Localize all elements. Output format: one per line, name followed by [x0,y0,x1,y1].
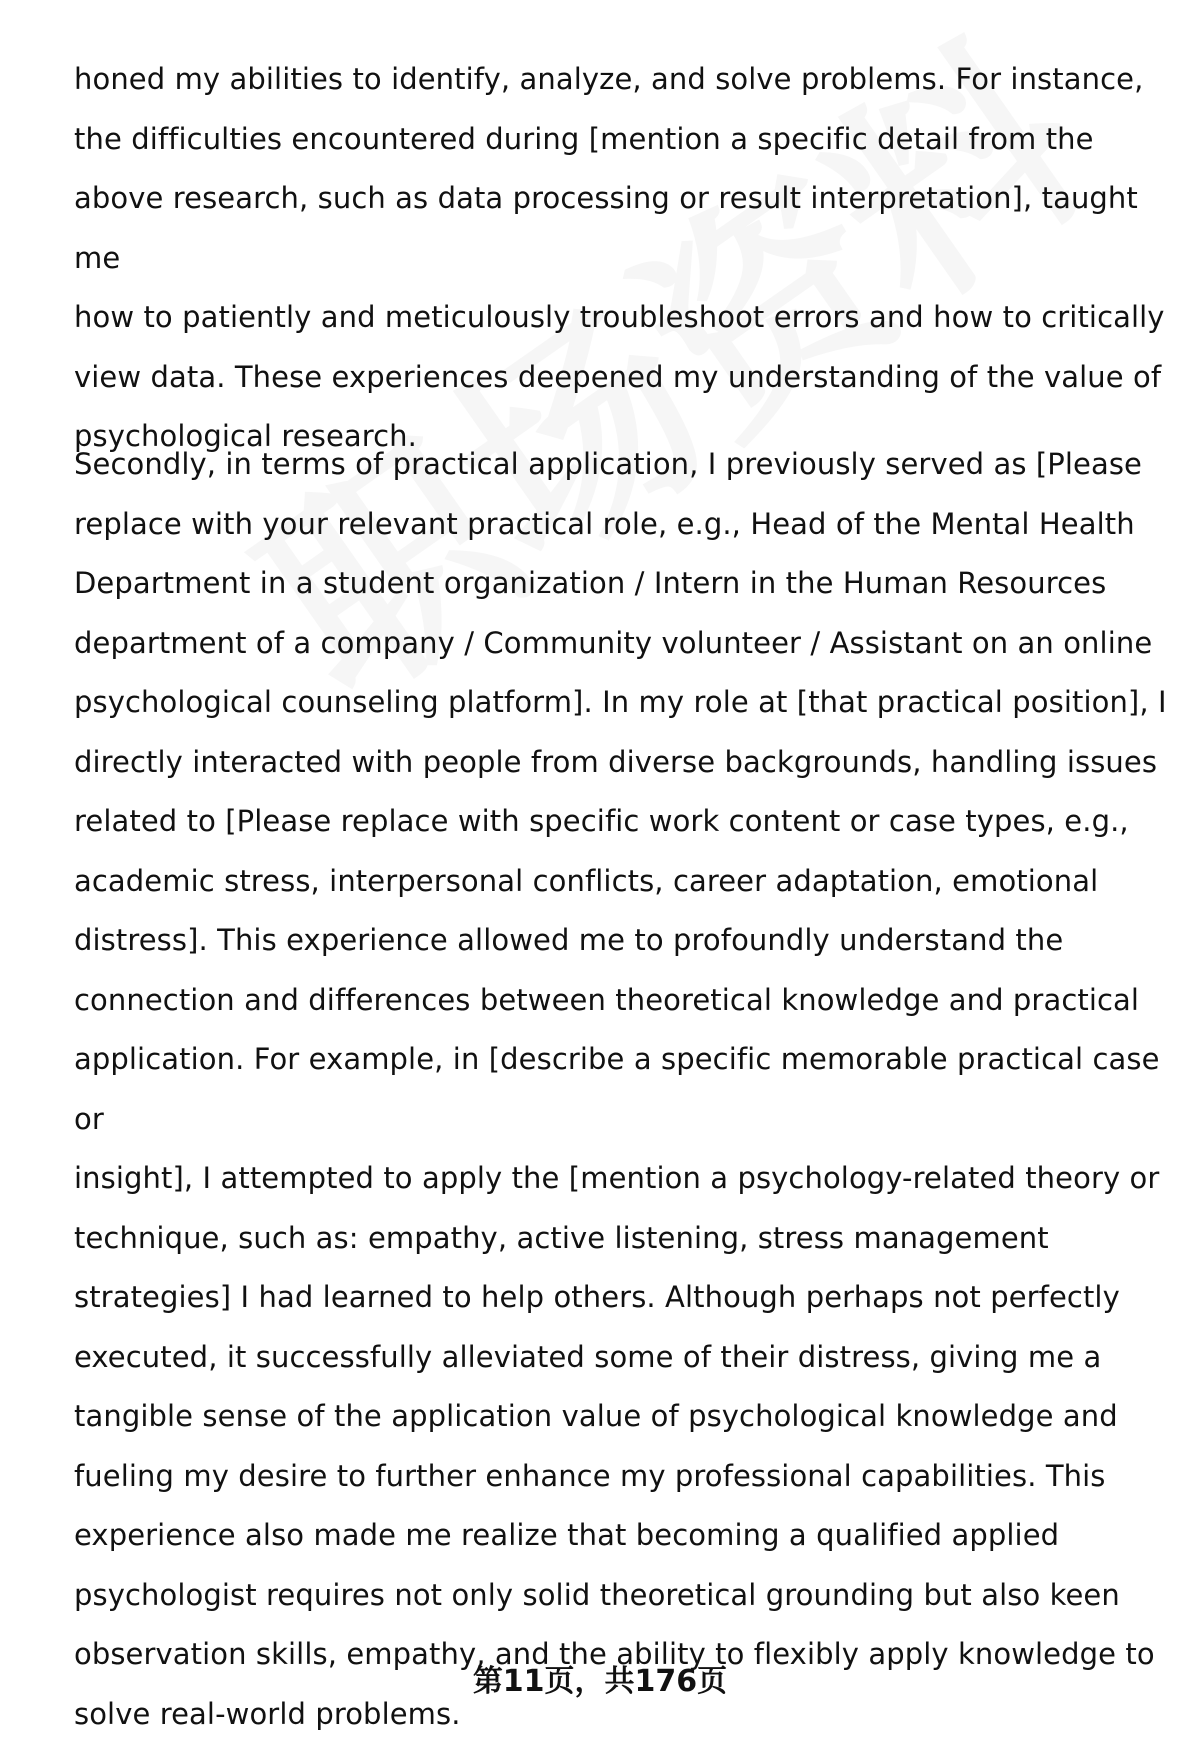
paragraph-research-skills: honed my abilities to identify, analyze, and solve problems. For instance, the difficulties encountered during [mention a specific detail from the above research, such as data processing or result interpretation], taught me how to patiently and meticulously troubleshoot errors and how to critically view data. These experiences deepened my understanding of the value of psychological research. [74,62,1165,453]
page-number-footer: 第11页，共176页 [472,1664,728,1699]
paragraph-practical-application: Secondly, in terms of practical application, I previously served as [Please replace with your relevant practical role, e.g., Head of the Mental Health Department in a student organization / Intern in the Human Resources department of a company / Community volunteer / Assistant on an online psychological counseling platform]. In my role at [that practical position], I directly interacted with people from diverse backgrounds, handling issues related to [Please replace with specific work content or case types, e.g., academic stress, interpersonal conflicts, career adaptation, emotional distress]. This experience allowed me to profoundly understand the connection and differences between theoretical knowledge and practical application. For example, in [describe a specific memorable practical case or insight], I attempted to apply the [mention a psychology-related theory or technique, such as: empathy, active listening, stress management strategies] I had learned to help others. Although perhaps not perfectly executed, it successfully alleviated some of their distress, giving me a tangible sense of the application value of psychological knowledge and fueling my desire to further enhance my professional capabilities. This experience also made me realize that becoming a qualified applied psychologist requires not only solid theoretical grounding but also keen observation skills, empathy, and the ability to flexibly apply knowledge to solve real-world problems. [74,447,1167,1731]
